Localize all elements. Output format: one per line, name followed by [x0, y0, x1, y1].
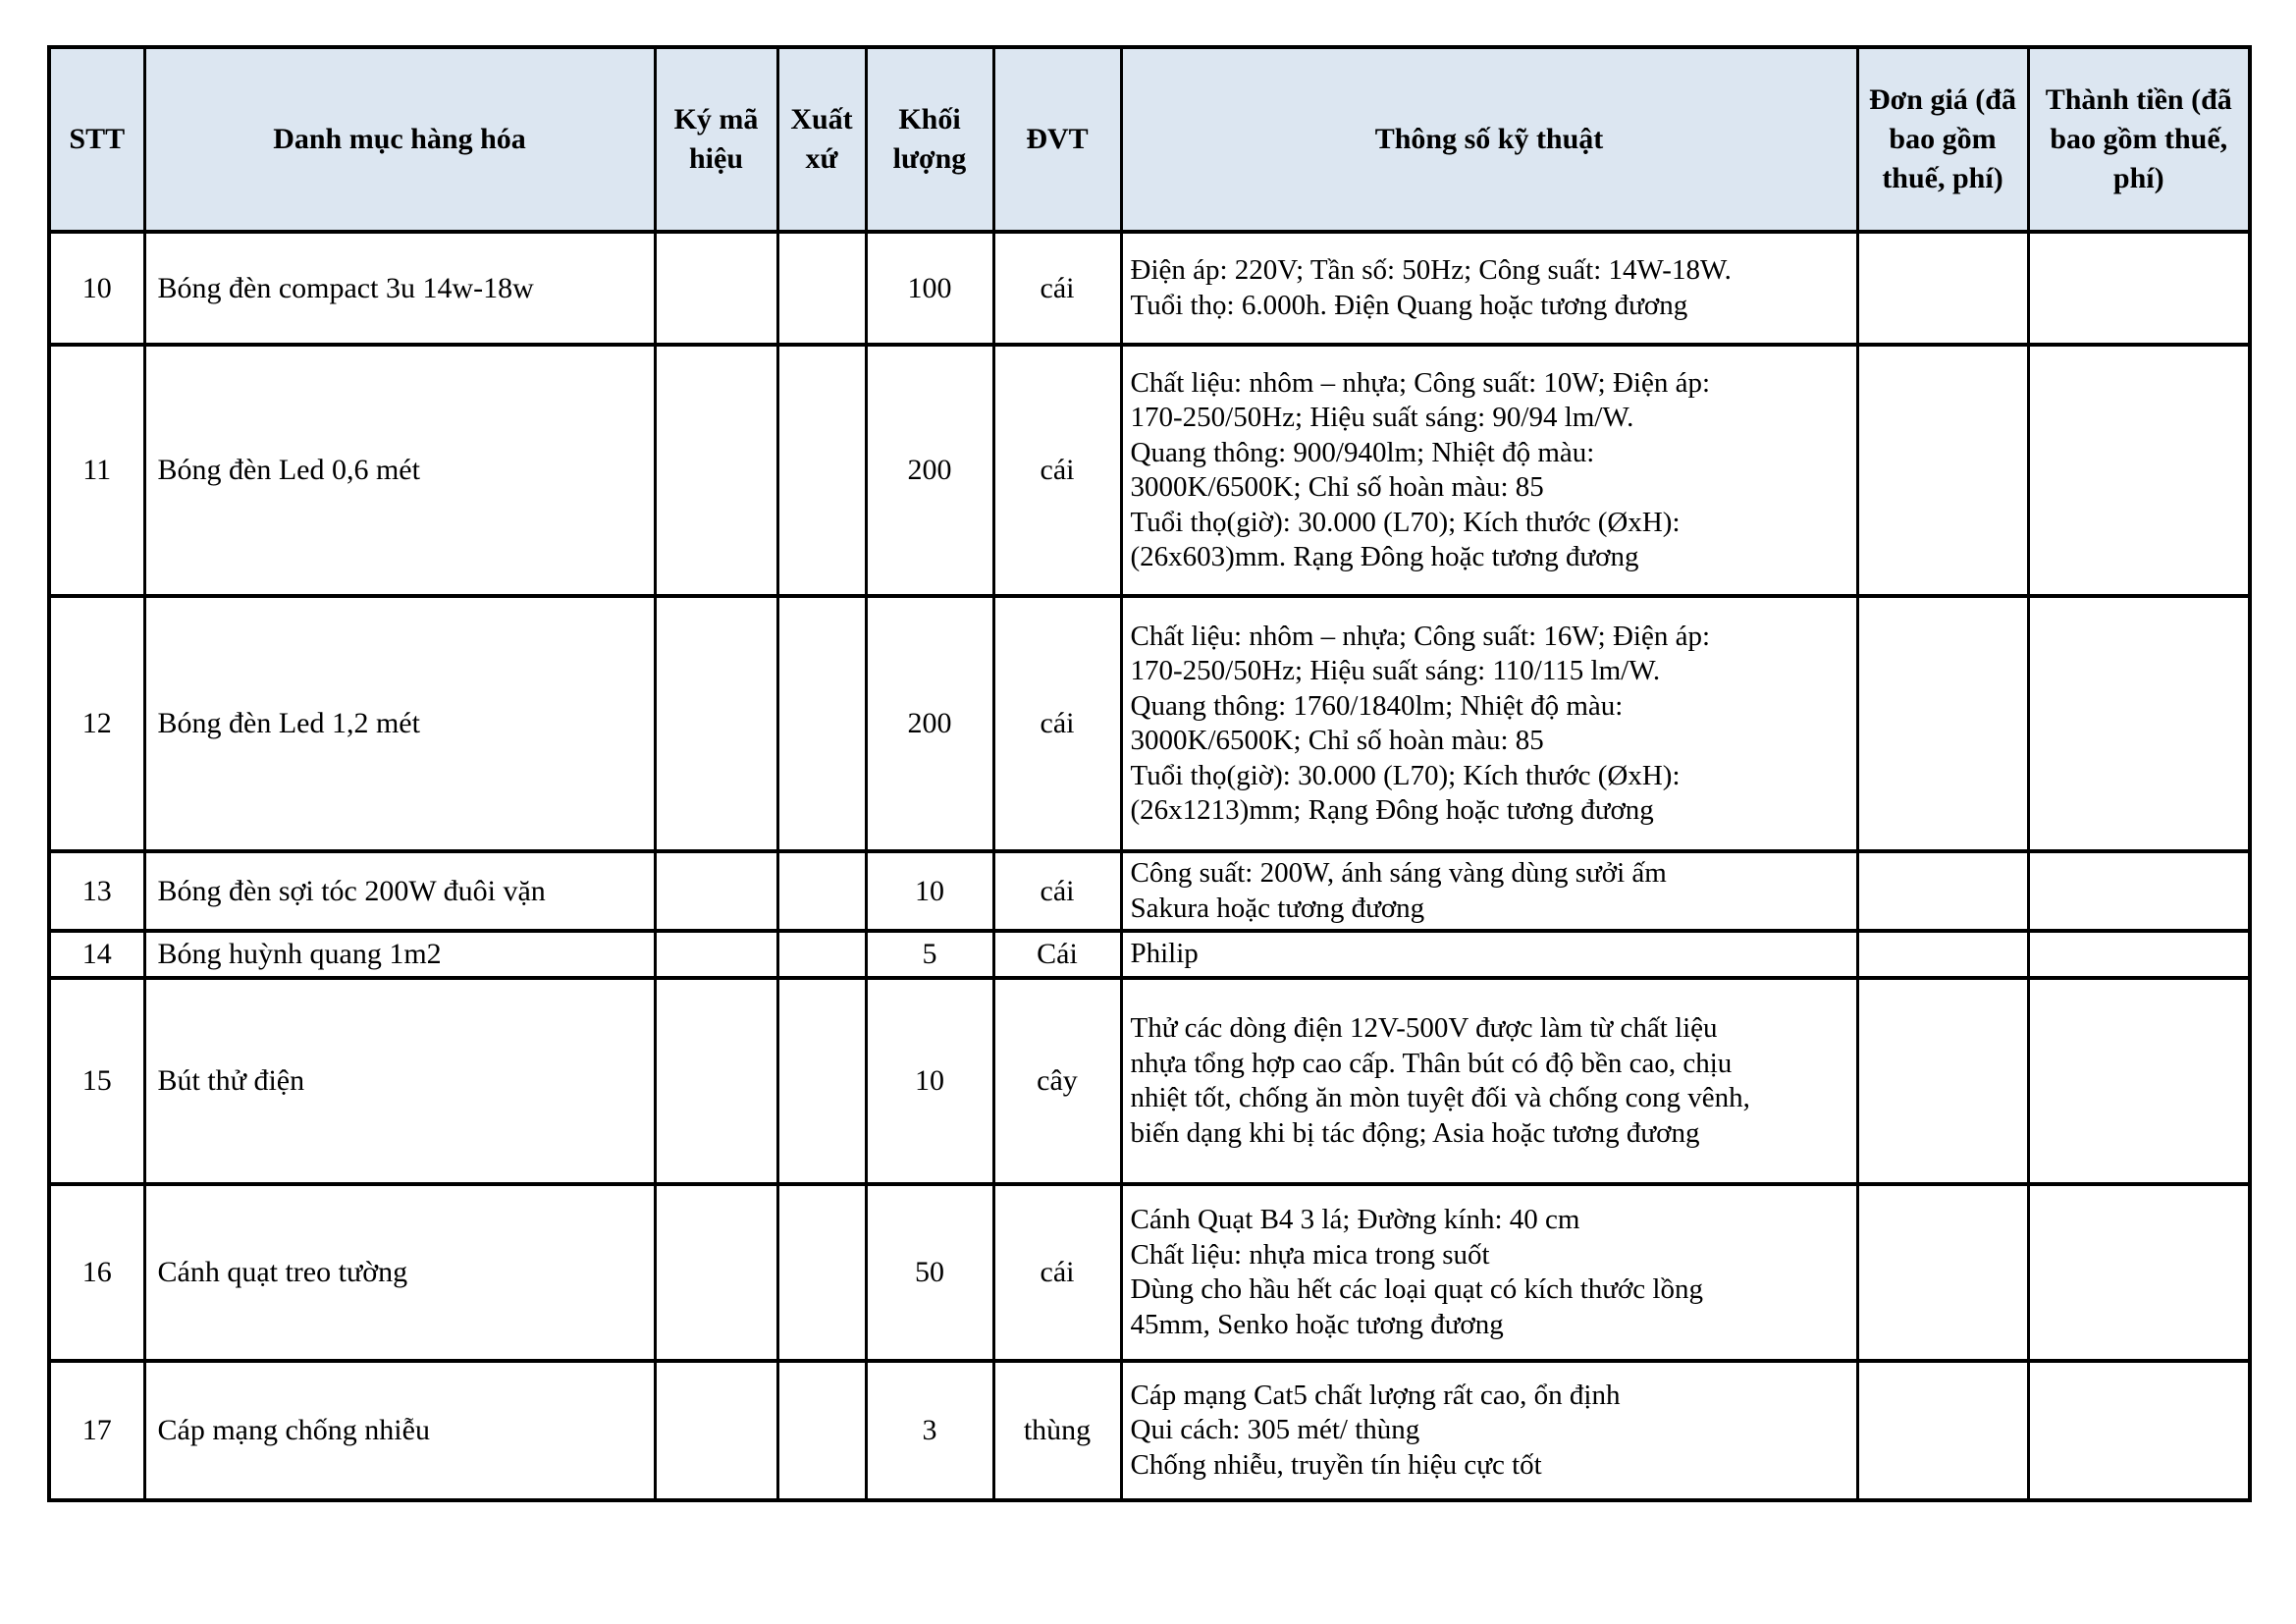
cell-origin: [777, 345, 866, 596]
spec-line: Sakura hoặc tương đương: [1130, 892, 1425, 924]
cell-spec: [1121, 345, 1857, 596]
cell-stt: 14: [49, 931, 144, 978]
spec-line: Chất liệu: nhôm – nhựa; Công suất: 10W; Điện áp:: [1130, 366, 1711, 399]
cell-total-price: [2028, 232, 2250, 345]
spec-line: 170-250/50Hz; Hiệu suất sáng: 110/115 lm/W.: [1130, 655, 1661, 686]
cell-unit: cây: [993, 978, 1121, 1184]
spec-line: Tuổi thọ: 6.000h. Điện Quang hoặc tương đương: [1130, 289, 1688, 321]
cell-unit: cái: [993, 345, 1121, 596]
table-row: [49, 345, 2250, 596]
cell-item-name: Bút thử điện: [144, 978, 655, 1184]
cell-origin: [777, 978, 866, 1184]
spec-line: biến dạng khi bị tác động; Asia hoặc tương đương: [1130, 1116, 1700, 1149]
cell-code: [655, 345, 777, 596]
cell-quantity: 10: [866, 978, 993, 1184]
spec-line: Cáp mạng Cat5 chất lượng rất cao, ổn định: [1130, 1379, 1621, 1411]
spec-line: nhiệt tốt, chống ăn mòn tuyệt đối và chống cong vênh,: [1130, 1082, 1750, 1113]
cell-unit: cái: [993, 1184, 1121, 1361]
spec-line: Quang thông: 900/940lm; Nhiệt độ màu:: [1130, 436, 1595, 468]
spec-line: Tuổi thọ(giờ): 30.000 (L70); Kích thước (ØxH):: [1130, 759, 1681, 791]
cell-stt: 17: [49, 1361, 144, 1500]
cell-spec: [1121, 1184, 1857, 1361]
header-stt: STT: [49, 47, 144, 232]
spec-line: Tuổi thọ(giờ): 30.000 (L70); Kích thước (ØxH):: [1130, 506, 1681, 538]
cell-code: [655, 1361, 777, 1500]
cell-total-price: [2028, 596, 2250, 851]
spec-line: Qui cách: 305 mét/ thùng: [1130, 1414, 1420, 1446]
cell-quantity: 200: [866, 596, 993, 851]
header-spec: Thông số kỹ thuật: [1121, 47, 1857, 232]
cell-total-price: [2028, 851, 2250, 931]
cell-total-price: [2028, 1184, 2250, 1361]
cell-unit-price: [1857, 596, 2028, 851]
cell-unit-price: [1857, 1184, 2028, 1361]
spec-line: Chống nhiễu, truyền tín hiệu cực tốt: [1130, 1448, 1542, 1481]
spec-line: Dùng cho hầu hết các loại quạt có kích thước lồng: [1130, 1273, 1703, 1305]
cell-stt: 15: [49, 978, 144, 1184]
cell-spec: [1121, 851, 1857, 931]
spec-line: Philip: [1130, 938, 1199, 970]
table-row: [49, 1361, 2250, 1500]
cell-unit: thùng: [993, 1361, 1121, 1500]
spec-line: Cánh Quạt B4 3 lá; Đường kính: 40 cm: [1130, 1204, 1580, 1235]
cell-origin: [777, 931, 866, 978]
spec-line: nhựa tổng hợp cao cấp. Thân bút có độ bền cao, chịu: [1130, 1047, 1733, 1079]
table-row: [49, 931, 2250, 978]
cell-stt: 11: [49, 345, 144, 596]
cell-spec: [1121, 232, 1857, 345]
cell-unit: cái: [993, 851, 1121, 931]
cell-stt: 12: [49, 596, 144, 851]
cell-total-price: [2028, 978, 2250, 1184]
cell-unit: cái: [993, 232, 1121, 345]
cell-code: [655, 596, 777, 851]
cell-code: [655, 1184, 777, 1361]
cell-spec: [1121, 978, 1857, 1184]
spec-line: 170-250/50Hz; Hiệu suất sáng: 90/94 lm/W.: [1130, 402, 1634, 433]
cell-total-price: [2028, 345, 2250, 596]
spec-line: 3000K/6500K; Chỉ số hoàn màu: 85: [1130, 471, 1544, 503]
cell-item-name: Bóng đèn sợi tóc 200W đuôi vặn: [144, 851, 655, 931]
cell-unit-price: [1857, 931, 2028, 978]
header-price: Đơn giá (đã bao gồm thuế, phí): [1857, 47, 2028, 232]
cell-unit-price: [1857, 851, 2028, 931]
cell-code: [655, 978, 777, 1184]
cell-code: [655, 931, 777, 978]
cell-item-name: Bóng đèn Led 1,2 mét: [144, 596, 655, 851]
cell-code: [655, 851, 777, 931]
cell-origin: [777, 1184, 866, 1361]
cell-unit: cái: [993, 596, 1121, 851]
spec-line: 3000K/6500K; Chỉ số hoàn màu: 85: [1130, 725, 1544, 756]
table-body: [49, 232, 2250, 1500]
spec-line: Thử các dòng điện 12V-500V được làm từ chất liệu: [1130, 1012, 1718, 1044]
spec-line: Chất liệu: nhôm – nhựa; Công suất: 16W; Điện áp:: [1130, 620, 1711, 652]
table-row: [49, 232, 2250, 345]
cell-unit-price: [1857, 978, 2028, 1184]
cell-item-name: Bóng huỳnh quang 1m2: [144, 931, 655, 978]
spec-line: 45mm, Senko hoặc tương đương: [1130, 1308, 1504, 1340]
spec-line: (26x603)mm. Rạng Đông hoặc tương đương: [1130, 541, 1639, 572]
spec-line: Điện áp: 220V; Tần số: 50Hz; Công suất: 14W-18W.: [1130, 254, 1732, 286]
cell-origin: [777, 851, 866, 931]
cell-quantity: 50: [866, 1184, 993, 1361]
header-unit: ĐVT: [993, 47, 1121, 232]
cell-total-price: [2028, 931, 2250, 978]
cell-code: [655, 232, 777, 345]
header-row: [49, 47, 2250, 232]
spec-line: Chất liệu: nhựa mica trong suốt: [1130, 1238, 1490, 1271]
table-row: [49, 851, 2250, 931]
cell-origin: [777, 232, 866, 345]
goods-table: [47, 45, 2252, 1502]
cell-quantity: 200: [866, 345, 993, 596]
cell-stt: 16: [49, 1184, 144, 1361]
cell-spec: [1121, 931, 1857, 978]
cell-origin: [777, 1361, 866, 1500]
cell-item-name: Bóng đèn Led 0,6 mét: [144, 345, 655, 596]
cell-unit-price: [1857, 232, 2028, 345]
table-row: [49, 596, 2250, 851]
cell-item-name: Bóng đèn compact 3u 14w-18w: [144, 232, 655, 345]
cell-item-name: Cánh quạt treo tường: [144, 1184, 655, 1361]
cell-stt: 10: [49, 232, 144, 345]
header-origin: Xuất xứ: [777, 47, 866, 232]
cell-stt: 13: [49, 851, 144, 931]
cell-quantity: 10: [866, 851, 993, 931]
table-row: [49, 978, 2250, 1184]
cell-quantity: 3: [866, 1361, 993, 1500]
header-total: Thành tiền (đã bao gồm thuế, phí): [2028, 47, 2250, 232]
table-header: [49, 47, 2250, 232]
spec-line: Công suất: 200W, ánh sáng vàng dùng sưởi ấm: [1130, 857, 1667, 889]
cell-origin: [777, 596, 866, 851]
table-row: [49, 1184, 2250, 1361]
spec-line: (26x1213)mm; Rạng Đông hoặc tương đương: [1130, 794, 1654, 826]
cell-item-name: Cáp mạng chống nhiễu: [144, 1361, 655, 1500]
cell-spec: [1121, 596, 1857, 851]
cell-unit-price: [1857, 1361, 2028, 1500]
cell-unit-price: [1857, 345, 2028, 596]
cell-quantity: 5: [866, 931, 993, 978]
header-name: Danh mục hàng hóa: [144, 47, 655, 232]
cell-total-price: [2028, 1361, 2250, 1500]
cell-quantity: 100: [866, 232, 993, 345]
header-qty: Khối lượng: [866, 47, 993, 232]
cell-unit: Cái: [993, 931, 1121, 978]
cell-spec: [1121, 1361, 1857, 1500]
header-code: Ký mã hiệu: [655, 47, 777, 232]
spec-line: Quang thông: 1760/1840lm; Nhiệt độ màu:: [1130, 689, 1624, 722]
